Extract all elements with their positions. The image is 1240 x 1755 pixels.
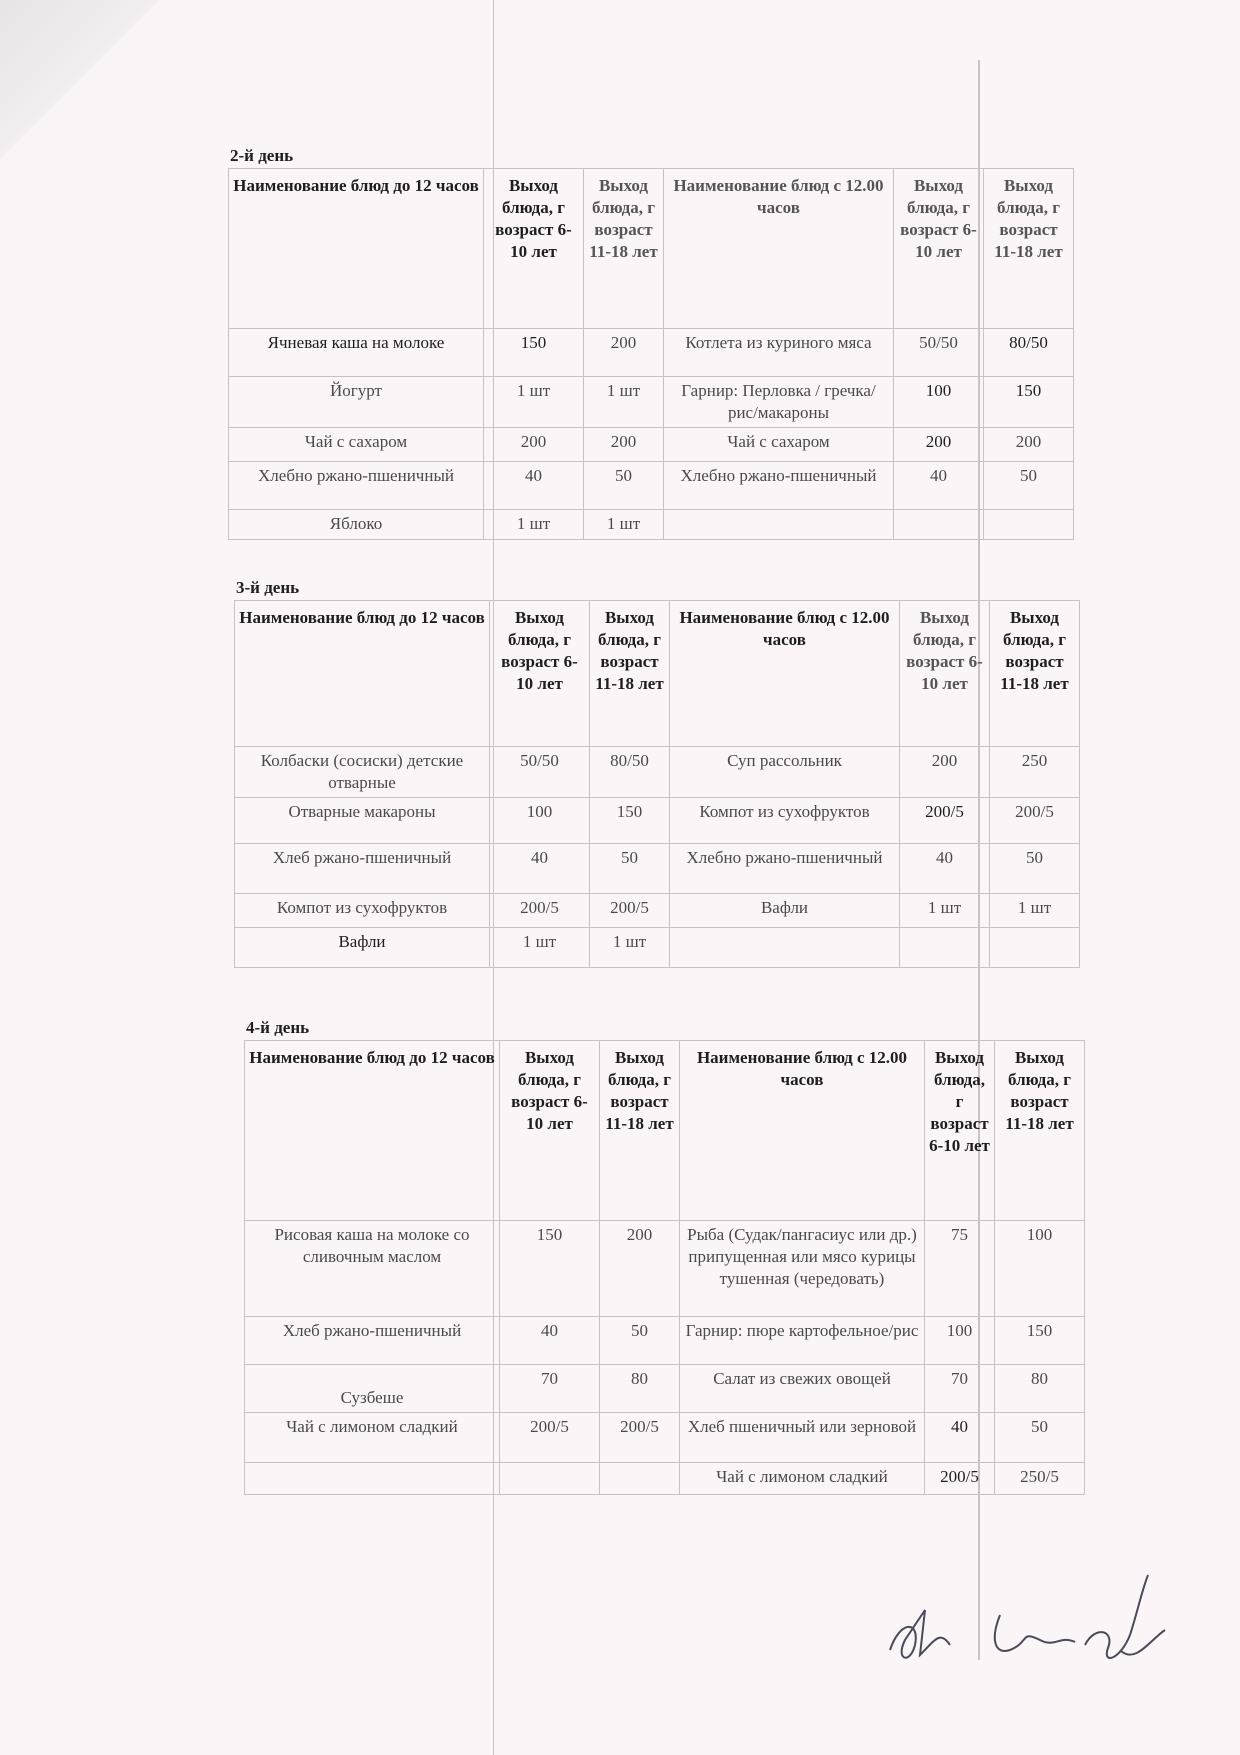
- table-row: [229, 329, 1074, 377]
- cell: 200/5: [490, 894, 590, 928]
- cell: Салат из свежих овощей: [680, 1365, 925, 1413]
- cell: Чай с сахаром: [229, 428, 484, 462]
- table-row: [235, 798, 1080, 844]
- cell: 100: [925, 1317, 995, 1365]
- cell: 50: [590, 844, 670, 894]
- header-morning-11-18: Выход блюда, г возраст 11-18 лет: [590, 601, 670, 747]
- cell: Хлеб ржано-пшеничный: [235, 844, 490, 894]
- table-row: [245, 1317, 1085, 1365]
- table-row: [235, 894, 1080, 928]
- header-afternoon-6-10: Выход блюда, г возраст 6-10 лет: [900, 601, 990, 747]
- table-row: [245, 1463, 1085, 1495]
- cell: Котлета из куриного мяса: [664, 329, 894, 377]
- cell: 200: [984, 428, 1074, 462]
- header-row: [245, 1041, 1085, 1221]
- cell: 50: [995, 1413, 1085, 1463]
- cell: 50: [990, 844, 1080, 894]
- cell: [894, 510, 984, 540]
- cell: Хлебно ржано-пшеничный: [229, 462, 484, 510]
- header-afternoon-6-10: Выход блюда, г возраст 6-10 лет: [925, 1041, 995, 1221]
- table-row: [235, 928, 1080, 968]
- cell: [664, 510, 894, 540]
- cell: 1 шт: [484, 377, 584, 428]
- cell: Компот из сухофруктов: [670, 798, 900, 844]
- cell: Рисовая каша на молоке со сливочным маслом: [245, 1221, 500, 1317]
- header-afternoon-6-10: Выход блюда, г возраст 6-10 лет: [894, 169, 984, 329]
- cell: 200/5: [925, 1463, 995, 1495]
- cell: 80/50: [984, 329, 1074, 377]
- cell: Сузбеше: [245, 1365, 500, 1413]
- header-morning-6-10: Выход блюда, г возраст 6-10 лет: [484, 169, 584, 329]
- cell: 50/50: [894, 329, 984, 377]
- cell: [600, 1463, 680, 1495]
- cell: Яблоко: [229, 510, 484, 540]
- cell: 70: [500, 1365, 600, 1413]
- cell: 200/5: [600, 1413, 680, 1463]
- table-row: [245, 1221, 1085, 1317]
- table-row: [229, 462, 1074, 510]
- table-row: [235, 844, 1080, 894]
- cell: 100: [490, 798, 590, 844]
- header-afternoon-11-18: Выход блюда, г возраст 11-18 лет: [995, 1041, 1085, 1221]
- cell: 200: [600, 1221, 680, 1317]
- cell: Хлеб ржано-пшеничный: [245, 1317, 500, 1365]
- cell: 250: [990, 747, 1080, 798]
- header-morning-dish: Наименование блюд до 12 часов: [229, 169, 484, 329]
- cell: 40: [900, 844, 990, 894]
- table-row: [229, 510, 1074, 540]
- cell: 80: [995, 1365, 1085, 1413]
- cell: [245, 1463, 500, 1495]
- cell: 150: [500, 1221, 600, 1317]
- cell: 70: [925, 1365, 995, 1413]
- header-row: [235, 601, 1080, 747]
- table-row: [235, 747, 1080, 798]
- header-afternoon-dish: Наименование блюд с 12.00 часов: [680, 1041, 925, 1221]
- cell: 80/50: [590, 747, 670, 798]
- cell: Чай с лимоном сладкий: [680, 1463, 925, 1495]
- cell: 200/5: [990, 798, 1080, 844]
- cell: Чай с лимоном сладкий: [245, 1413, 500, 1463]
- day-title: 2-й день: [230, 146, 294, 165]
- cell: 50: [600, 1317, 680, 1365]
- cell: 40: [894, 462, 984, 510]
- cell: 100: [995, 1221, 1085, 1317]
- scan-corner-fold: [0, 0, 170, 180]
- cell: 150: [984, 377, 1074, 428]
- header-morning-dish: Наименование блюд до 12 часов: [235, 601, 490, 747]
- day-title: 3-й день: [236, 578, 300, 597]
- cell: [984, 510, 1074, 540]
- menu-table-day-4: [244, 1040, 1085, 1495]
- cell: Хлебно ржано-пшеничный: [664, 462, 894, 510]
- header-morning-dish: Наименование блюд до 12 часов: [245, 1041, 500, 1221]
- cell: Ячневая каша на молоке: [229, 329, 484, 377]
- cell: 1 шт: [990, 894, 1080, 928]
- header-morning-6-10: Выход блюда, г возраст 6-10 лет: [490, 601, 590, 747]
- cell: Гарнир: Перловка / гречка/ рис/макароны: [664, 377, 894, 428]
- cell: 50/50: [490, 747, 590, 798]
- cell: Суп рассольник: [670, 747, 900, 798]
- table-row: [229, 428, 1074, 462]
- cell: 200: [900, 747, 990, 798]
- cell: Хлеб пшеничный или зерновой: [680, 1413, 925, 1463]
- cell: [500, 1463, 600, 1495]
- cell: 200/5: [500, 1413, 600, 1463]
- header-morning-6-10: Выход блюда, г возраст 6-10 лет: [500, 1041, 600, 1221]
- cell: 250/5: [995, 1463, 1085, 1495]
- cell: Чай с сахаром: [664, 428, 894, 462]
- cell: [990, 928, 1080, 968]
- cell: Хлебно ржано-пшеничный: [670, 844, 900, 894]
- header-afternoon-dish: Наименование блюд с 12.00 часов: [670, 601, 900, 747]
- cell: 1 шт: [590, 928, 670, 968]
- day-3-section: [234, 578, 1080, 968]
- cell: [900, 928, 990, 968]
- header-row: [229, 169, 1074, 329]
- cell: 200: [894, 428, 984, 462]
- cell: 40: [490, 844, 590, 894]
- header-afternoon-11-18: Выход блюда, г возраст 11-18 лет: [990, 601, 1080, 747]
- day-4-section: [244, 1018, 1085, 1495]
- cell: 200: [484, 428, 584, 462]
- cell: 150: [995, 1317, 1085, 1365]
- menu-table-day-3: [234, 600, 1080, 968]
- cell: Колбаски (сосиски) детские отварные: [235, 747, 490, 798]
- header-afternoon-dish: Наименование блюд с 12.00 часов: [664, 169, 894, 329]
- cell: 40: [925, 1413, 995, 1463]
- handwritten-signature: [880, 1570, 1180, 1680]
- cell: Гарнир: пюре картофельное/рис: [680, 1317, 925, 1365]
- cell: 1 шт: [490, 928, 590, 968]
- cell: 50: [584, 462, 664, 510]
- cell: 1 шт: [484, 510, 584, 540]
- day-2-section: [228, 146, 1074, 540]
- cell: Рыба (Судак/пангасиус или др.) припущенная или мясо курицы тушенная (чередовать): [680, 1221, 925, 1317]
- cell: 1 шт: [584, 510, 664, 540]
- cell: Вафли: [235, 928, 490, 968]
- cell: [670, 928, 900, 968]
- table-row: [229, 377, 1074, 428]
- cell: 200/5: [900, 798, 990, 844]
- cell: 40: [484, 462, 584, 510]
- cell: 100: [894, 377, 984, 428]
- cell: Компот из сухофруктов: [235, 894, 490, 928]
- cell: 40: [500, 1317, 600, 1365]
- cell: Йогурт: [229, 377, 484, 428]
- table-row: [245, 1413, 1085, 1463]
- cell: Вафли: [670, 894, 900, 928]
- header-morning-11-18: Выход блюда, г возраст 11-18 лет: [584, 169, 664, 329]
- cell: 150: [484, 329, 584, 377]
- cell: 75: [925, 1221, 995, 1317]
- cell: 1 шт: [584, 377, 664, 428]
- cell: 80: [600, 1365, 680, 1413]
- menu-table-day-2: [228, 168, 1074, 540]
- cell: Отварные макароны: [235, 798, 490, 844]
- day-title: 4-й день: [246, 1018, 310, 1037]
- cell: 200: [584, 329, 664, 377]
- cell: 150: [590, 798, 670, 844]
- table-row: [245, 1365, 1085, 1413]
- cell: 50: [984, 462, 1074, 510]
- cell: 200: [584, 428, 664, 462]
- header-afternoon-11-18: Выход блюда, г возраст 11-18 лет: [984, 169, 1074, 329]
- cell: 200/5: [590, 894, 670, 928]
- cell: 1 шт: [900, 894, 990, 928]
- header-morning-11-18: Выход блюда, г возраст 11-18 лет: [600, 1041, 680, 1221]
